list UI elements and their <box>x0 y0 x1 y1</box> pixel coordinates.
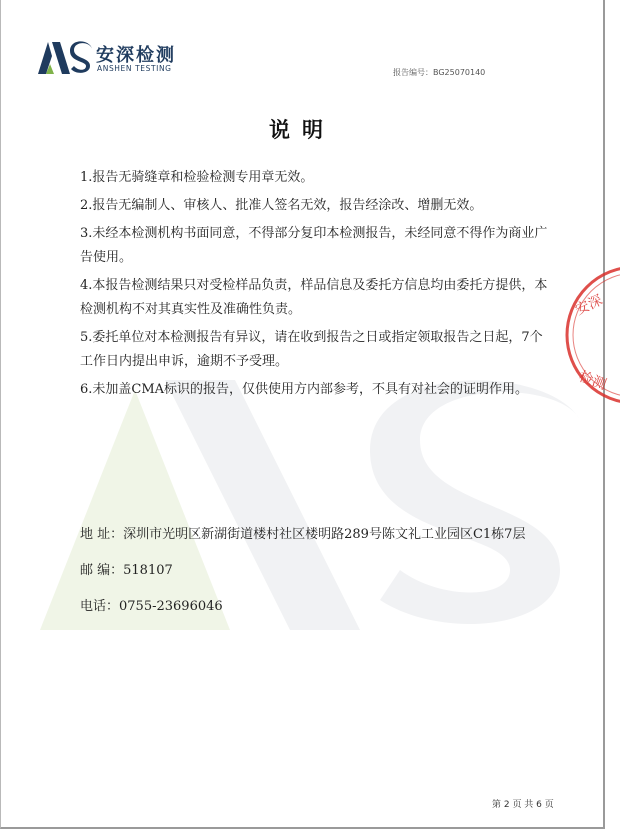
notice-item-3: 3.未经本检测机构书面同意，不得部分复印本检测报告，未经同意不得作为商业广告使用。 <box>80 226 548 265</box>
svg-text:检测: 检测 <box>576 368 609 394</box>
company-name-en: ANSHEN TESTING <box>97 64 172 73</box>
notice-item-6: 6.未加盖CMA标识的报告，仅供使用方内部参考，不具有对社会的证明作用。 <box>80 382 529 397</box>
address-value: 深圳市光明区新湖街道楼村社区楼明路289号陈文礼工业园区C1栋7层 <box>123 527 526 542</box>
page-footer: 第 2 页 共 6 页 <box>492 800 554 810</box>
page-title: 说明 <box>269 118 335 142</box>
phone-label: 电话： <box>80 599 120 614</box>
postcode-label: 邮 编： <box>80 563 124 578</box>
logo-mark-icon <box>38 40 94 76</box>
phone-value: 0755-23696046 <box>119 599 223 614</box>
notice-item-2: 2.报告无编制人、审核人、批准人签名无效，报告经涂改、增删无效。 <box>80 198 483 213</box>
address-line <box>80 523 525 542</box>
svg-text:安深: 安深 <box>572 292 606 319</box>
company-name-cn: 安深检测 <box>96 45 176 66</box>
postcode-value: 518107 <box>123 563 173 578</box>
report-number: 报告编号：BG25070140 <box>393 68 486 77</box>
postcode-line <box>80 559 173 578</box>
notice-item-4: 4.本报告检测结果只对受检样品负责，样品信息及委托方信息均由委托方提供，本检测机构不对其真实性及准确性负责。 <box>80 278 548 317</box>
stamp-seal <box>560 255 620 415</box>
notice-item-1: 1.报告无骑缝章和检验检测专用章无效。 <box>80 170 314 185</box>
notice-list <box>80 166 555 406</box>
address-label: 地 址： <box>80 527 124 542</box>
notice-item-5: 5.委托单位对本检测报告有异议，请在收到报告之日或指定领取报告之日起，7个工作日内提出申诉，逾期不予受理。 <box>80 330 543 369</box>
phone-line <box>80 595 223 614</box>
